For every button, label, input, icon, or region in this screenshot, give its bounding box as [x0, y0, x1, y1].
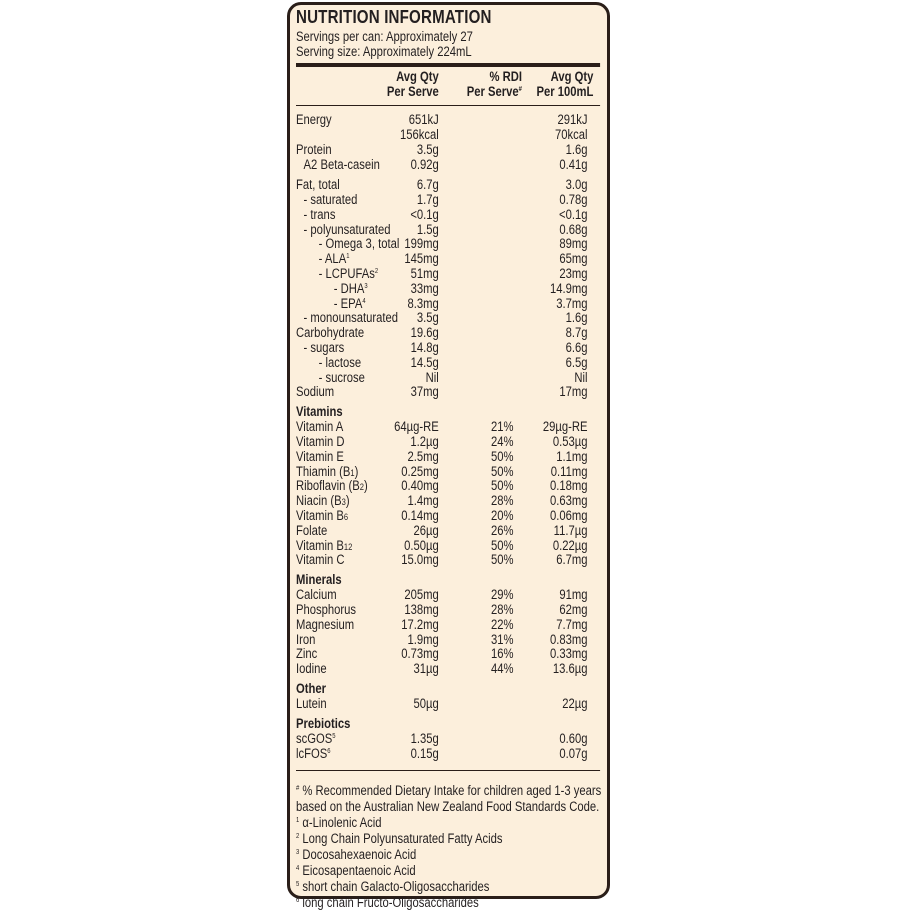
- table-row: [296, 661, 600, 676]
- table-row: [296, 696, 600, 711]
- per-100ml-value: 8.7g: [565, 325, 588, 340]
- table-row: [296, 632, 600, 647]
- per-100ml-value: 13.6µg: [552, 661, 588, 676]
- rdi-value: 28%: [491, 602, 514, 617]
- per-serve-value: 31µg: [413, 661, 439, 676]
- table-row: [296, 370, 600, 385]
- table-row: [296, 222, 600, 237]
- nutrient-name: - EPA$^4$: [333, 296, 366, 311]
- per-100ml-value: 62mg: [559, 602, 588, 617]
- per-serve-value: 205mg: [404, 587, 439, 602]
- table-row: [296, 281, 600, 296]
- per-serve-value: 0.25mg: [401, 464, 439, 479]
- per-100ml-value: Nil: [574, 370, 588, 385]
- per-serve-value: 156kcal: [400, 127, 439, 142]
- per-serve-value: 37mg: [410, 384, 439, 399]
- per-serve-value: 0.73mg: [401, 646, 439, 661]
- footnote-line: $^5$ short chain Galacto-Oligosaccharides: [296, 879, 490, 894]
- per-100ml-value: 17mg: [559, 384, 588, 399]
- table-row: [296, 127, 600, 142]
- rdi-value: 50%: [491, 552, 514, 567]
- per-serve-value: 1.5g: [416, 222, 439, 237]
- col-per-serve-header: Avg Qty Per Serve: [386, 69, 439, 99]
- per-100ml-value: 3.0g: [565, 177, 588, 192]
- per-100ml-value: 6.5g: [565, 355, 588, 370]
- per-serve-value: 14.8g: [410, 340, 439, 355]
- per-serve-value: <0.1g: [410, 207, 439, 222]
- nutrient-name: scGOS$^5$: [296, 731, 336, 746]
- table-row: [296, 449, 600, 464]
- footnote-line: $^3$ Docosahexaenoic Acid: [296, 847, 417, 862]
- table-row: [296, 538, 600, 553]
- table-row: [296, 310, 600, 325]
- nutrient-name: - monounsaturated: [303, 310, 398, 325]
- per-100ml-value: 0.11mg: [550, 464, 588, 479]
- nutrient-name: Vitamin A: [296, 419, 344, 434]
- per-serve-value: 1.4mg: [407, 493, 439, 508]
- nutrient-name: Magnesium: [296, 617, 355, 632]
- nutrient-name: Other: [296, 681, 327, 696]
- per-serve-value: 3.5g: [416, 310, 439, 325]
- table-row: [296, 523, 600, 538]
- rdi-value: 26%: [491, 523, 514, 538]
- per-100ml-value: 0.06mg: [549, 508, 588, 523]
- panel-title: NUTRITION INFORMATION: [296, 7, 492, 27]
- table-row: [296, 746, 600, 761]
- nutrient-name: Prebiotics: [296, 716, 351, 731]
- nutrient-name: - saturated: [303, 192, 358, 207]
- per-100ml-value: 7.7mg: [556, 617, 588, 632]
- footnote-line: $^1$ α-Linolenic Acid: [296, 815, 382, 830]
- per-100ml-value: 0.33mg: [549, 646, 588, 661]
- table-row: [296, 355, 600, 370]
- nutrient-name: - ALA$^1$: [318, 251, 350, 266]
- column-headers: [296, 67, 600, 103]
- nutrient-name: Vitamins: [296, 404, 343, 419]
- table-section-heading: [296, 404, 600, 419]
- footnote-line: based on the Australian New Zealand Food Standards Code.: [296, 799, 600, 814]
- per-100ml-value: 0.41g: [559, 157, 588, 172]
- per-100ml-value: 0.07g: [559, 746, 588, 761]
- per-serve-value: 0.15g: [410, 746, 439, 761]
- nutrient-name: - sucrose: [318, 370, 365, 385]
- footnotes: [296, 783, 602, 911]
- footnote-line: $^2$ Long Chain Polyunsaturated Fatty Acids: [296, 831, 503, 846]
- table-row: [296, 112, 600, 127]
- per-100ml-value: 1.1mg: [556, 449, 588, 464]
- per-serve-value: 17.2mg: [401, 617, 439, 632]
- rdi-value: 50%: [491, 449, 514, 464]
- col-rdi-header: % RDI Per Serve#: [466, 69, 522, 99]
- per-100ml-value: 29µg-RE: [542, 419, 588, 434]
- table-row: [296, 508, 600, 523]
- per-serve-value: 199mg: [404, 236, 439, 251]
- per-serve-value: 1.2µg: [410, 434, 439, 449]
- per-serve-value: 145mg: [404, 251, 439, 266]
- per-100ml-value: 65mg: [559, 251, 588, 266]
- nutrient-name: - polyunsaturated: [303, 222, 391, 237]
- table-row: [296, 587, 600, 602]
- nutrient-name: - lactose: [318, 355, 362, 370]
- nutrient-name: Niacin (B3): [296, 493, 350, 508]
- nutrient-name: Energy: [296, 112, 332, 127]
- per-serve-value: 19.6g: [410, 325, 439, 340]
- table-row: [296, 207, 600, 222]
- nutrient-name: - LCPUFAs$^2$: [318, 266, 379, 281]
- per-100ml-value: 0.68g: [559, 222, 588, 237]
- per-serve-value: 1.7g: [416, 192, 439, 207]
- nutrient-name: - sugars: [303, 340, 345, 355]
- nutrient-name: Iodine: [296, 661, 327, 676]
- per-100ml-value: 3.7mg: [556, 296, 588, 311]
- table-row: [296, 478, 600, 493]
- nutrient-name: Thiamin (B1): [296, 464, 359, 479]
- rdi-value: 20%: [491, 508, 514, 523]
- per-serve-value: 8.3mg: [407, 296, 439, 311]
- table-row: [296, 731, 600, 746]
- table-row: [296, 340, 600, 355]
- per-serve-value: 2.5mg: [407, 449, 439, 464]
- table-row: [296, 646, 600, 661]
- per-100ml-value: 1.6g: [565, 310, 588, 325]
- rdi-value: 24%: [491, 434, 514, 449]
- table-row: [296, 617, 600, 632]
- per-100ml-value: 1.6g: [565, 142, 588, 157]
- rdi-value: 31%: [491, 632, 514, 647]
- table-row: [296, 493, 600, 508]
- rdi-value: 50%: [491, 478, 514, 493]
- rdi-value: 44%: [491, 661, 514, 676]
- table-row: [296, 177, 600, 192]
- rdi-value: 50%: [491, 538, 514, 553]
- table-row: [296, 236, 600, 251]
- table-row: [296, 434, 600, 449]
- per-100ml-value: 14.9mg: [549, 281, 588, 296]
- per-serve-value: 651kJ: [408, 112, 439, 127]
- table-row: [296, 325, 600, 340]
- servings-per-can: Servings per can: Approximately 27: [296, 29, 473, 44]
- nutrient-name: Sodium: [296, 384, 335, 399]
- table-row: [296, 296, 600, 311]
- per-serve-value: 51mg: [410, 266, 439, 281]
- nutrient-name: Calcium: [296, 587, 337, 602]
- per-100ml-value: 291kJ: [557, 112, 588, 127]
- nutrient-name: A2 Beta-casein: [303, 157, 380, 172]
- table-row: [296, 192, 600, 207]
- nutrient-name: Fat, total: [296, 177, 340, 192]
- nutrient-name: Vitamin D: [296, 434, 345, 449]
- per-serve-value: 0.14mg: [401, 508, 439, 523]
- rdi-value: 28%: [491, 493, 514, 508]
- table-row: [296, 552, 600, 567]
- per-100ml-value: 6.7mg: [556, 552, 588, 567]
- nutrient-name: Carbohydrate: [296, 325, 365, 340]
- rdi-value: 50%: [491, 464, 514, 479]
- per-serve-value: 0.50µg: [404, 538, 439, 553]
- per-serve-value: Nil: [425, 370, 439, 385]
- per-100ml-value: 0.53µg: [552, 434, 588, 449]
- per-100ml-value: 0.60g: [559, 731, 588, 746]
- footnote-line: $^4$ Eicosapentaenoic Acid: [296, 863, 416, 878]
- per-serve-value: 138mg: [404, 602, 439, 617]
- nutrient-name: - DHA$^3$: [333, 281, 368, 296]
- per-100ml-value: 89mg: [559, 236, 588, 251]
- table-row: [296, 251, 600, 266]
- nutrient-name: Vitamin B12: [296, 538, 353, 553]
- per-100ml-value: 22µg: [562, 696, 588, 711]
- table-section-heading: [296, 716, 600, 731]
- nutrient-name: Zinc: [296, 646, 318, 661]
- per-serve-value: 64µg-RE: [394, 419, 439, 434]
- per-100ml-value: <0.1g: [559, 207, 588, 222]
- per-100ml-value: 11.7µg: [553, 523, 588, 538]
- nutrient-name: Lutein: [296, 696, 327, 711]
- per-serve-value: 1.35g: [410, 731, 439, 746]
- nutrient-name: lcFOS$^6$: [296, 746, 331, 761]
- nutrient-name: Phosphorus: [296, 602, 357, 617]
- per-100ml-value: 70kcal: [554, 127, 588, 142]
- per-serve-value: 26µg: [413, 523, 439, 538]
- nutrient-name: Riboflavin (B2): [296, 478, 368, 493]
- footnote-line: $^6$ long chain Fructo-Oligosaccharides: [296, 895, 479, 910]
- per-serve-value: 1.9mg: [407, 632, 439, 647]
- nutrition-table: [296, 112, 600, 772]
- table-section-heading: [296, 681, 600, 696]
- serving-size: Serving size: Approximately 224mL: [296, 44, 472, 59]
- table-row: [296, 266, 600, 281]
- per-serve-value: 6.7g: [416, 177, 439, 192]
- per-serve-value: 50µg: [413, 696, 439, 711]
- nutrient-name: - trans: [303, 207, 336, 222]
- nutrition-panel-content: [296, 7, 602, 911]
- table-row: [296, 602, 600, 617]
- per-100ml-value: 0.22µg: [552, 538, 588, 553]
- rdi-value: 21%: [491, 419, 514, 434]
- nutrient-name: Vitamin C: [296, 552, 345, 567]
- rdi-value: 16%: [491, 646, 514, 661]
- per-100ml-value: 6.6g: [565, 340, 588, 355]
- per-serve-value: 15.0mg: [401, 552, 439, 567]
- per-serve-value: 14.5g: [410, 355, 439, 370]
- table-row: [296, 142, 600, 157]
- nutrient-name: Vitamin B6: [296, 508, 349, 523]
- table-row: [296, 384, 600, 399]
- per-100ml-value: 23mg: [559, 266, 588, 281]
- table-row: [296, 157, 600, 172]
- nutrient-name: - Omega 3, total: [318, 236, 400, 251]
- col-per-100ml-header: Avg Qty Per 100mL: [536, 69, 594, 99]
- nutrient-name: Minerals: [296, 572, 342, 587]
- footnote-line: # % Recommended Dietary Intake for children aged 1-3 years: [296, 783, 602, 798]
- table-row: [296, 464, 600, 479]
- per-100ml-value: 0.18mg: [549, 478, 588, 493]
- per-serve-value: 0.40mg: [401, 478, 439, 493]
- nutrient-name: Vitamin E: [296, 449, 344, 464]
- per-100ml-value: 0.78g: [559, 192, 588, 207]
- table-section-heading: [296, 572, 600, 587]
- nutrient-name: Iron: [296, 632, 316, 647]
- per-100ml-value: 0.83mg: [549, 632, 588, 647]
- column-rule: [296, 105, 600, 106]
- per-100ml-value: 91mg: [559, 587, 588, 602]
- nutrient-name: Protein: [296, 142, 332, 157]
- per-serve-value: 3.5g: [416, 142, 439, 157]
- table-row: [296, 419, 600, 434]
- per-serve-value: 0.92g: [410, 157, 439, 172]
- nutrient-name: Folate: [296, 523, 328, 538]
- rdi-value: 22%: [491, 617, 514, 632]
- per-serve-value: 33mg: [410, 281, 439, 296]
- per-100ml-value: 0.63mg: [549, 493, 588, 508]
- rdi-value: 29%: [491, 587, 514, 602]
